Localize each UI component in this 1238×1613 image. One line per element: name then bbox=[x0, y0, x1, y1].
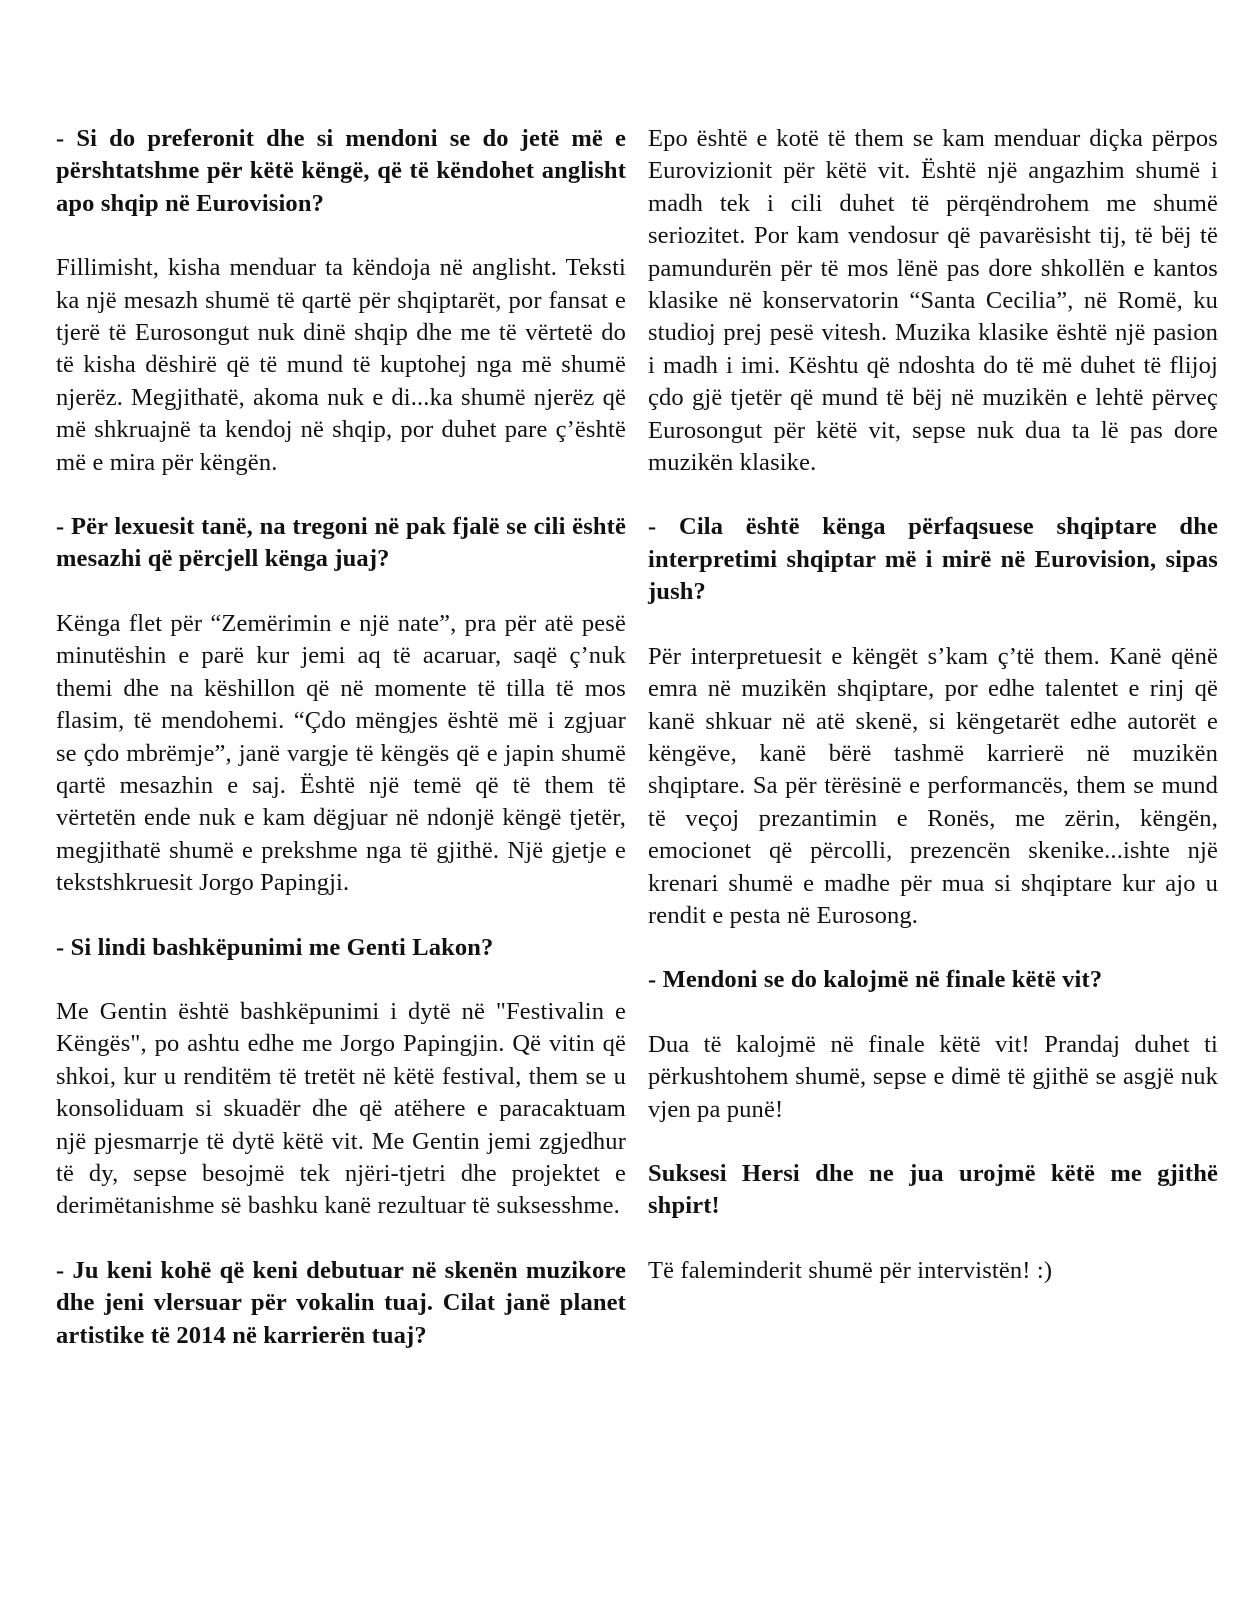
closing-wish: Suksesi Hersi dhe ne jua urojmë këtë me gjithë shpirt! bbox=[648, 1159, 1218, 1220]
question-song-message: - Për lexuesit tanë, na tregoni në pak fjalë se cili është mesazhi që përcjell kënga juaj? bbox=[56, 513, 626, 573]
question-artistic-plans: - Ju keni kohë që keni debutuar në skenën muzikore dhe jeni vlersuar për vokalin tuaj. Cilat janë planet artistike të 2014 në karrierën tuaj? bbox=[56, 1256, 626, 1349]
question-collaboration: - Si lindi bashkëpunimi me Genti Lakon? bbox=[56, 933, 494, 961]
answer-collaboration: Me Gentin është bashkëpunimi i dytë në "Festivalin e Këngës", po ashtu edhe me Jorgo Papingjin. Që vitin që shkoi, kur u renditëm të tretët në këtë festival, them se u konsoliduam si skuadër dhe që atëhere e paracaktuam një pjesmarrje të dytë këtë vit. Me Gentin jemi zgjedhur të dy, sepse besojmë tek njëri-tjetri dhe projektet e derimëtanishme së bashku kanë rezultuar të suksesshme. bbox=[56, 997, 626, 1220]
question-best-albanian-song: - Cila është kënga përfaqsuese shqiptare dhe interpretimi shqiptar më i mirë në Eurovision, sipas jush? bbox=[648, 513, 1218, 606]
question-english-or-albanian: - Si do preferonit dhe si mendoni se do jetë më e përshtatshme për këtë këngë, që të këndohet anglisht apo shqip në Eurovision? bbox=[56, 125, 626, 217]
closing-thanks: Të faleminderit shumë për intervistën! :) bbox=[648, 1256, 1053, 1284]
answer-english-or-albanian: Fillimisht, kisha menduar ta këndoja në anglisht. Teksti ka një mesazh shumë të qartë për shqiptarët, por fansat e tjerë të Eurosongut nuk dinë shqip dhe me të vërtetë do të kisha dëshirë që të mund të kuptohej nga më shumë njerëz. Megjithatë, akoma nuk e di...ka shumë njerëz që më shkruajnë ta kendoj në shqip, por duhet pare ç’është më e mira për këngën. bbox=[56, 254, 626, 476]
right-column bbox=[648, 123, 1218, 1319]
question-final: - Mendoni se do kalojmë në finale këtë vit? bbox=[648, 966, 1103, 994]
answer-song-message: Kënga flet për “Zemërimin e një nate”, pra për atë pesë minutëshin e parë kur jemi aq të acaruar, saqë ç’nuk themi dhe na këshillon që në momente të tilla të mos flasim, të mendohemi. “Çdo mëngjes është më i zgjuar se çdo mbrëmje”, janë vargje të këngës që e japin shumë qartë mesazhin e saj. Është një temë që të them të vërtetën ende nuk e kam dëgjuar në ndonjë këngë tjetër, megjithatë shumë e prekshme nga të gjithë. Një gjetje e tekstshkruesit Jorgo Papingji. bbox=[56, 609, 626, 897]
answer-artistic-plans: Epo është e kotë të them se kam menduar diçka përpos Eurovizionit për këtë vit. Është një angazhim shumë i madh tek i cili duhet të përqëndrohem me shumë seriozitet. Por kam vendosur që pavarësisht tij, të bëj të pamundurën për të mos lënë pas dore shkollën e kantos klasike në konservatorin “Santa Cecilia”, në Romë, ku studioj prej pesë vitesh. Muzika klasike është një pasion i madh i imi. Kështu që ndoshta do të më duhet të flijoj çdo gjë tjetër që mund të bëj në muzikën e lehtë përveç Eurosongut për këtë vit, sepse nuk dua ta lë pas dore muzikën klasike. bbox=[648, 125, 1218, 477]
left-column bbox=[56, 123, 626, 1384]
answer-final: Dua të kalojmë në finale këtë vit! Prandaj duhet ti përkushtohem shumë, sepse e dimë të gjithë se asgjë nuk vjen pa punë! bbox=[648, 1030, 1218, 1123]
answer-best-albanian-song: Për interpretuesit e këngët s’kam ç’të them. Kanë qënë emra në muzikën shqiptare, por edhe talentet e rinj që kanë shkuar në atë skenë, si këngetarët edhe autorët e këngëve, kanë bërë tashmë karrierë në muzikën shqiptare. Sa për tërësinë e performancës, them se mund të veçoj prezantimin e Ronës, me zërin, këngën, emocionet që përcolli, prezencën skenike...ishte një krenari shumë e madhe për mua si shqiptare kur ajo u rendit e pesta në Eurosong. bbox=[648, 642, 1218, 929]
